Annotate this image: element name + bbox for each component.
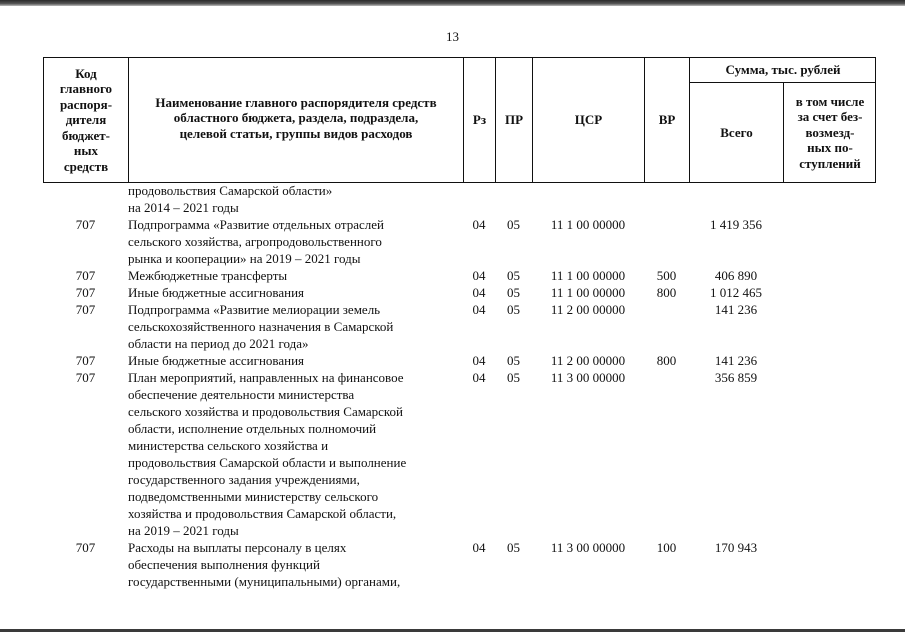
row-pr: 05 bbox=[507, 268, 520, 283]
row-csr: 11 3 00 00000 bbox=[550, 370, 626, 385]
row-code: 707 bbox=[75, 302, 96, 317]
row-name: Иные бюджетные ассигнования bbox=[128, 353, 305, 368]
header-total: Всего bbox=[720, 124, 753, 140]
row-name: Иные бюджетные ассигнования bbox=[128, 285, 305, 300]
header-incl: в том числе за счет без- возмезд- ных по- ступлений bbox=[795, 93, 865, 171]
row-vr: 100 bbox=[656, 540, 677, 555]
row-total: 170 943 bbox=[714, 540, 758, 555]
row-rz: 04 bbox=[472, 370, 486, 385]
row-code: 707 bbox=[75, 217, 96, 232]
header-vr: ВР bbox=[658, 112, 676, 128]
table-header bbox=[43, 57, 876, 183]
row-vr: 800 bbox=[656, 353, 677, 368]
row-pr: 05 bbox=[507, 353, 520, 368]
row-pr: 05 bbox=[507, 302, 520, 317]
row-name: Подпрограмма «Развитие мелиорации земель сельскохозяйственного назначения в Самарской области на период до 2021 года» bbox=[128, 302, 394, 351]
row-total: 141 236 bbox=[714, 302, 758, 317]
row-csr: 11 2 00 00000 bbox=[550, 353, 626, 368]
row-pr: 05 bbox=[507, 540, 520, 555]
header-sum-group: Сумма, тыс. рублей bbox=[725, 62, 841, 78]
row-rz: 04 bbox=[472, 302, 486, 317]
header-code: Код главного распоря- дителя бюджет- ных средств bbox=[59, 65, 113, 174]
row-total: 1 419 356 bbox=[710, 217, 762, 232]
row-total: 1 012 465 bbox=[710, 285, 762, 300]
row-code: 707 bbox=[75, 353, 96, 368]
row-name: Расходы на выплаты персоналу в целях обеспечения выполнения функций государственными (муниципальными) органами, bbox=[128, 540, 401, 589]
row-name: продовольствия Самарской области» на 2014 – 2021 годы bbox=[128, 183, 333, 215]
row-code: 707 bbox=[75, 370, 96, 385]
row-code: 707 bbox=[75, 285, 96, 300]
row-name: Межбюджетные трансферты bbox=[128, 268, 288, 283]
row-code: 707 bbox=[75, 540, 96, 555]
row-name: Подпрограмма «Развитие отдельных отраслей сельского хозяйства, агропродовольственного рынка и кооперации» на 2019 – 2021 годы bbox=[128, 217, 384, 266]
row-name: План мероприятий, направленных на финансовое обеспечение деятельности министерства сельского хозяйства и продовольствия Самарской области, исполнение отдельных полномочий министерства сельского хозяйства и продовольствия Самарской области и выполнение государственного задания учреждениями, подведомственными министерству сельского хозяйства и продовольствия Самарской области, на 2019 – 2021 годы bbox=[128, 370, 407, 538]
header-pr: ПР bbox=[504, 112, 524, 128]
row-csr: 11 1 00 00000 bbox=[550, 285, 626, 300]
row-vr: 800 bbox=[656, 285, 677, 300]
header-csr: ЦСР bbox=[574, 112, 603, 128]
row-total: 141 236 bbox=[714, 353, 758, 368]
row-code: 707 bbox=[75, 268, 96, 283]
row-pr: 05 bbox=[507, 285, 520, 300]
row-rz: 04 bbox=[472, 268, 486, 283]
row-rz: 04 bbox=[472, 285, 486, 300]
page-number: 13 bbox=[446, 29, 459, 44]
header-name: Наименование главного распорядителя средств областного бюджета, раздела, подраздела, целевой статьи, группы видов расходов bbox=[155, 94, 437, 141]
row-rz: 04 bbox=[472, 353, 486, 368]
row-vr: 500 bbox=[656, 268, 677, 283]
row-pr: 05 bbox=[507, 217, 520, 232]
row-rz: 04 bbox=[472, 217, 486, 232]
row-csr: 11 2 00 00000 bbox=[550, 302, 626, 317]
row-pr: 05 bbox=[507, 370, 520, 385]
row-csr: 11 1 00 00000 bbox=[550, 268, 626, 283]
row-csr: 11 3 00 00000 bbox=[550, 540, 626, 555]
scan-top-edge bbox=[0, 0, 905, 6]
header-rz: Рз bbox=[472, 112, 487, 128]
row-total: 356 859 bbox=[714, 370, 758, 385]
row-rz: 04 bbox=[472, 540, 486, 555]
row-total: 406 890 bbox=[714, 268, 758, 283]
scan-bottom-edge bbox=[0, 629, 905, 632]
row-csr: 11 1 00 00000 bbox=[550, 217, 626, 232]
